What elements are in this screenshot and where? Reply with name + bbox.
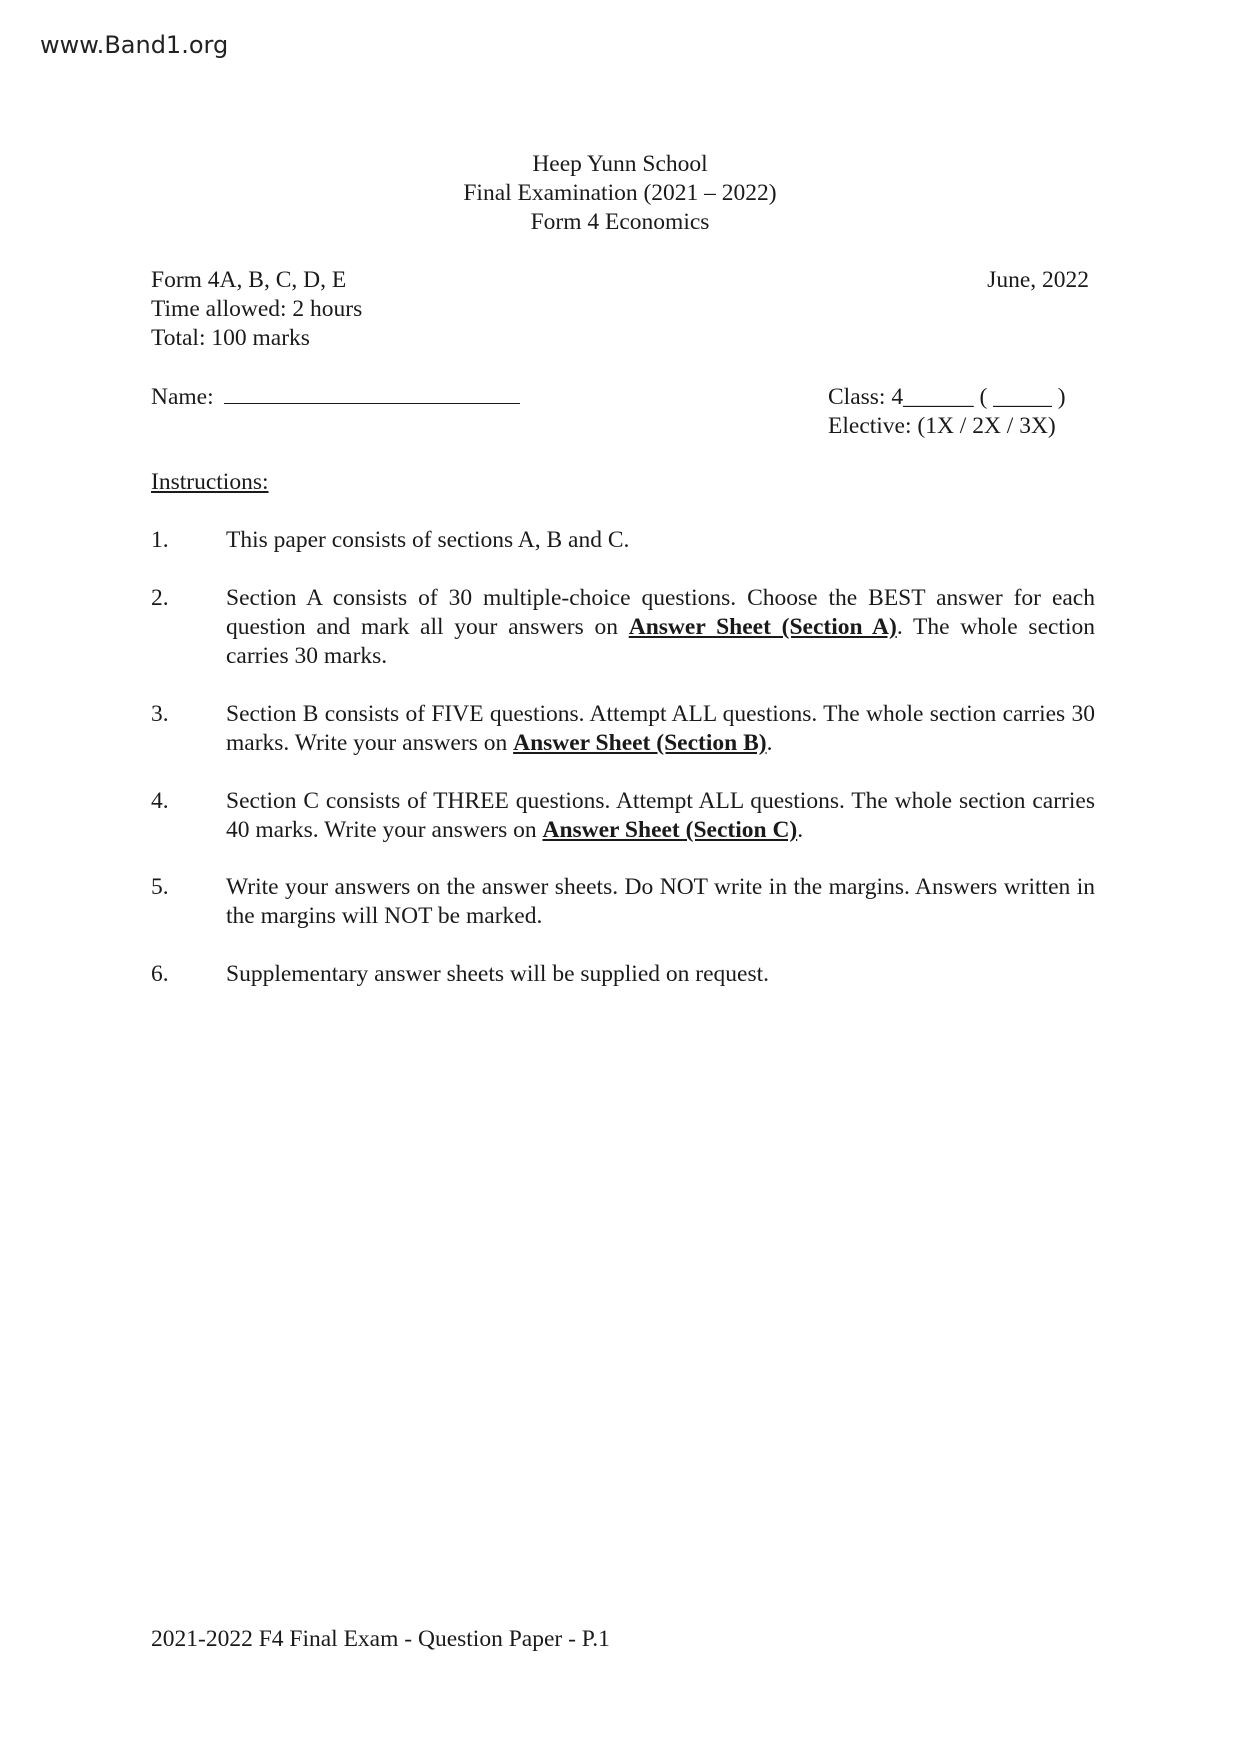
page-footer: 2021-2022 F4 Final Exam - Question Paper - P.1 (151, 1626, 610, 1652)
instruction-item (151, 700, 1095, 758)
instruction-text: Supplementary answer sheets will be supplied on request. (226, 961, 769, 987)
instruction-item (151, 787, 1095, 845)
forms-line: Form 4A, B, C, D, E (151, 267, 347, 293)
total-marks: Total: 100 marks (151, 325, 310, 351)
instruction-text: Section C consists of THREE questions. Attempt ALL questions. The whole section carries 40 marks. Write your answers on Answer Sheet (Section C). (226, 788, 1095, 843)
instruction-number: 1. (151, 527, 169, 553)
subject-title: Form 4 Economics (530, 209, 710, 235)
answer-sheet-b-ref: Answer Sheet (Section B) (513, 730, 767, 756)
elective-label: Elective: (1X / 2X / 3X) (828, 413, 1056, 439)
answer-sheet-a-ref: Answer Sheet (Section A) (628, 614, 897, 640)
class-block (828, 383, 1066, 441)
answer-sheet-c-ref: Answer Sheet (Section C) (542, 817, 798, 843)
name-label: Name: (151, 384, 214, 410)
instruction-number: 5. (151, 874, 169, 900)
instruction-text: Write your answers on the answer sheets. Do NOT write in the margins. Answers written in the margins will NOT be marked. (226, 874, 1095, 929)
instruction-number: 2. (151, 585, 169, 611)
instruction-item (151, 960, 1095, 989)
school-name: Heep Yunn School (532, 151, 708, 177)
exam-date: June, 2022 (987, 267, 1089, 293)
class-label: Class: 4______ ( _____ ) (828, 384, 1066, 410)
exam-header (0, 150, 1240, 237)
instruction-number: 4. (151, 788, 169, 814)
instruction-item (151, 584, 1095, 671)
instructions-heading: Instructions: (151, 469, 269, 495)
instruction-text: Section A consists of 30 multiple-choice questions. Choose the BEST answer for each question and mark all your answers on Answer Sheet (Section A). The whole section carries 30 marks. (226, 585, 1095, 669)
instruction-number: 3. (151, 701, 169, 727)
instruction-item (151, 873, 1095, 931)
instruction-number: 6. (151, 961, 169, 987)
site-watermark: www.Band1.org (40, 31, 229, 59)
name-field-row (151, 383, 520, 412)
name-blank-line[interactable] (224, 383, 520, 404)
exam-info (151, 266, 362, 353)
instruction-text: This paper consists of sections A, B and C. (226, 527, 630, 553)
time-allowed: Time allowed: 2 hours (151, 296, 363, 322)
instruction-item (151, 526, 1095, 555)
exam-title: Final Examination (2021 – 2022) (463, 180, 777, 206)
instruction-text: Section B consists of FIVE questions. Attempt ALL questions. The whole section carries 30 marks. Write your answers on Answer Sheet (Section B). (226, 701, 1095, 756)
